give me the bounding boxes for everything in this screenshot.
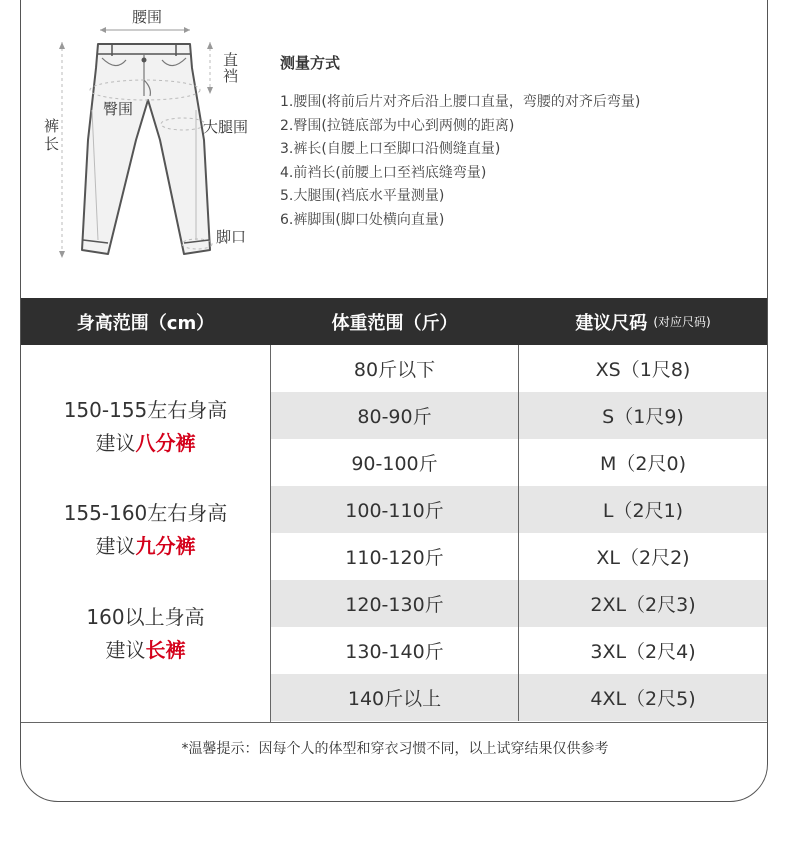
height-column <box>21 345 271 722</box>
pants-measurement-diagram <box>0 0 270 290</box>
header-size: 建议尺码 (对应尺码) <box>575 312 711 334</box>
table-row: 80-90斤 S（1尺9) <box>271 392 767 439</box>
waist-label: 腰围 <box>132 8 163 26</box>
measurement-method <box>280 52 640 232</box>
fitting-note: *温馨提示：因每个人的体型和穿衣习惯不同，以上试穿结果仅供参考 <box>181 741 609 757</box>
method-title: 测量方式 <box>280 54 341 72</box>
table-row: 100-110斤 L（2尺1) <box>271 486 767 533</box>
table-row: 130-140斤 3XL（2尺4) <box>271 627 767 674</box>
recommend-style: 长裤 <box>145 638 186 662</box>
method-item: 5.大腿围(裆底水平量测量) <box>280 188 445 204</box>
table-row: 140斤以上 4XL（2尺5) <box>271 674 767 721</box>
height-group: 150-155左右身高 建议八分裤 <box>63 398 228 455</box>
header-size-note: (对应尺码) <box>653 315 711 329</box>
method-item: 2.臀围(拉链底部为中心到两侧的距离) <box>280 117 515 134</box>
header-height: 身高范围（cm） <box>76 312 215 334</box>
hip-label: 臀围 <box>103 100 134 118</box>
method-item: 6.裤脚围(脚口处横向直量) <box>280 211 445 228</box>
thigh-label: 大腿围 <box>203 118 249 136</box>
length-label: 裤长 <box>42 118 60 154</box>
method-item: 3.裤长(自腰上口至脚口沿侧缝直量) <box>280 141 501 157</box>
method-item: 1.腰围(将前后片对齐后沿上腰口直量，弯腰的对齐后弯量) <box>280 94 641 110</box>
hem-label: 脚口 <box>216 228 247 246</box>
height-group: 160以上身高 建议长裤 <box>86 605 205 662</box>
header-weight: 体重范围（斤） <box>331 312 458 334</box>
recommend-style: 九分裤 <box>135 534 196 558</box>
table-divider <box>21 722 767 723</box>
recommend-style: 八分裤 <box>135 431 196 455</box>
table-row: 80斤以下 XS（1尺8) <box>271 345 767 392</box>
size-table-header <box>21 298 767 345</box>
rise-label: 直裆 <box>221 52 239 84</box>
weight-size-rows <box>271 345 767 721</box>
method-item: 4.前裆长(前腰上口至裆底缝弯量) <box>280 164 487 181</box>
size-table-body <box>21 345 767 722</box>
table-row: 110-120斤 XL（2尺2) <box>271 533 767 580</box>
table-row: 120-130斤 2XL（2尺3) <box>271 580 767 627</box>
height-group: 155-160左右身高 建议九分裤 <box>63 501 228 558</box>
table-row: 90-100斤 M（2尺0) <box>271 439 767 486</box>
